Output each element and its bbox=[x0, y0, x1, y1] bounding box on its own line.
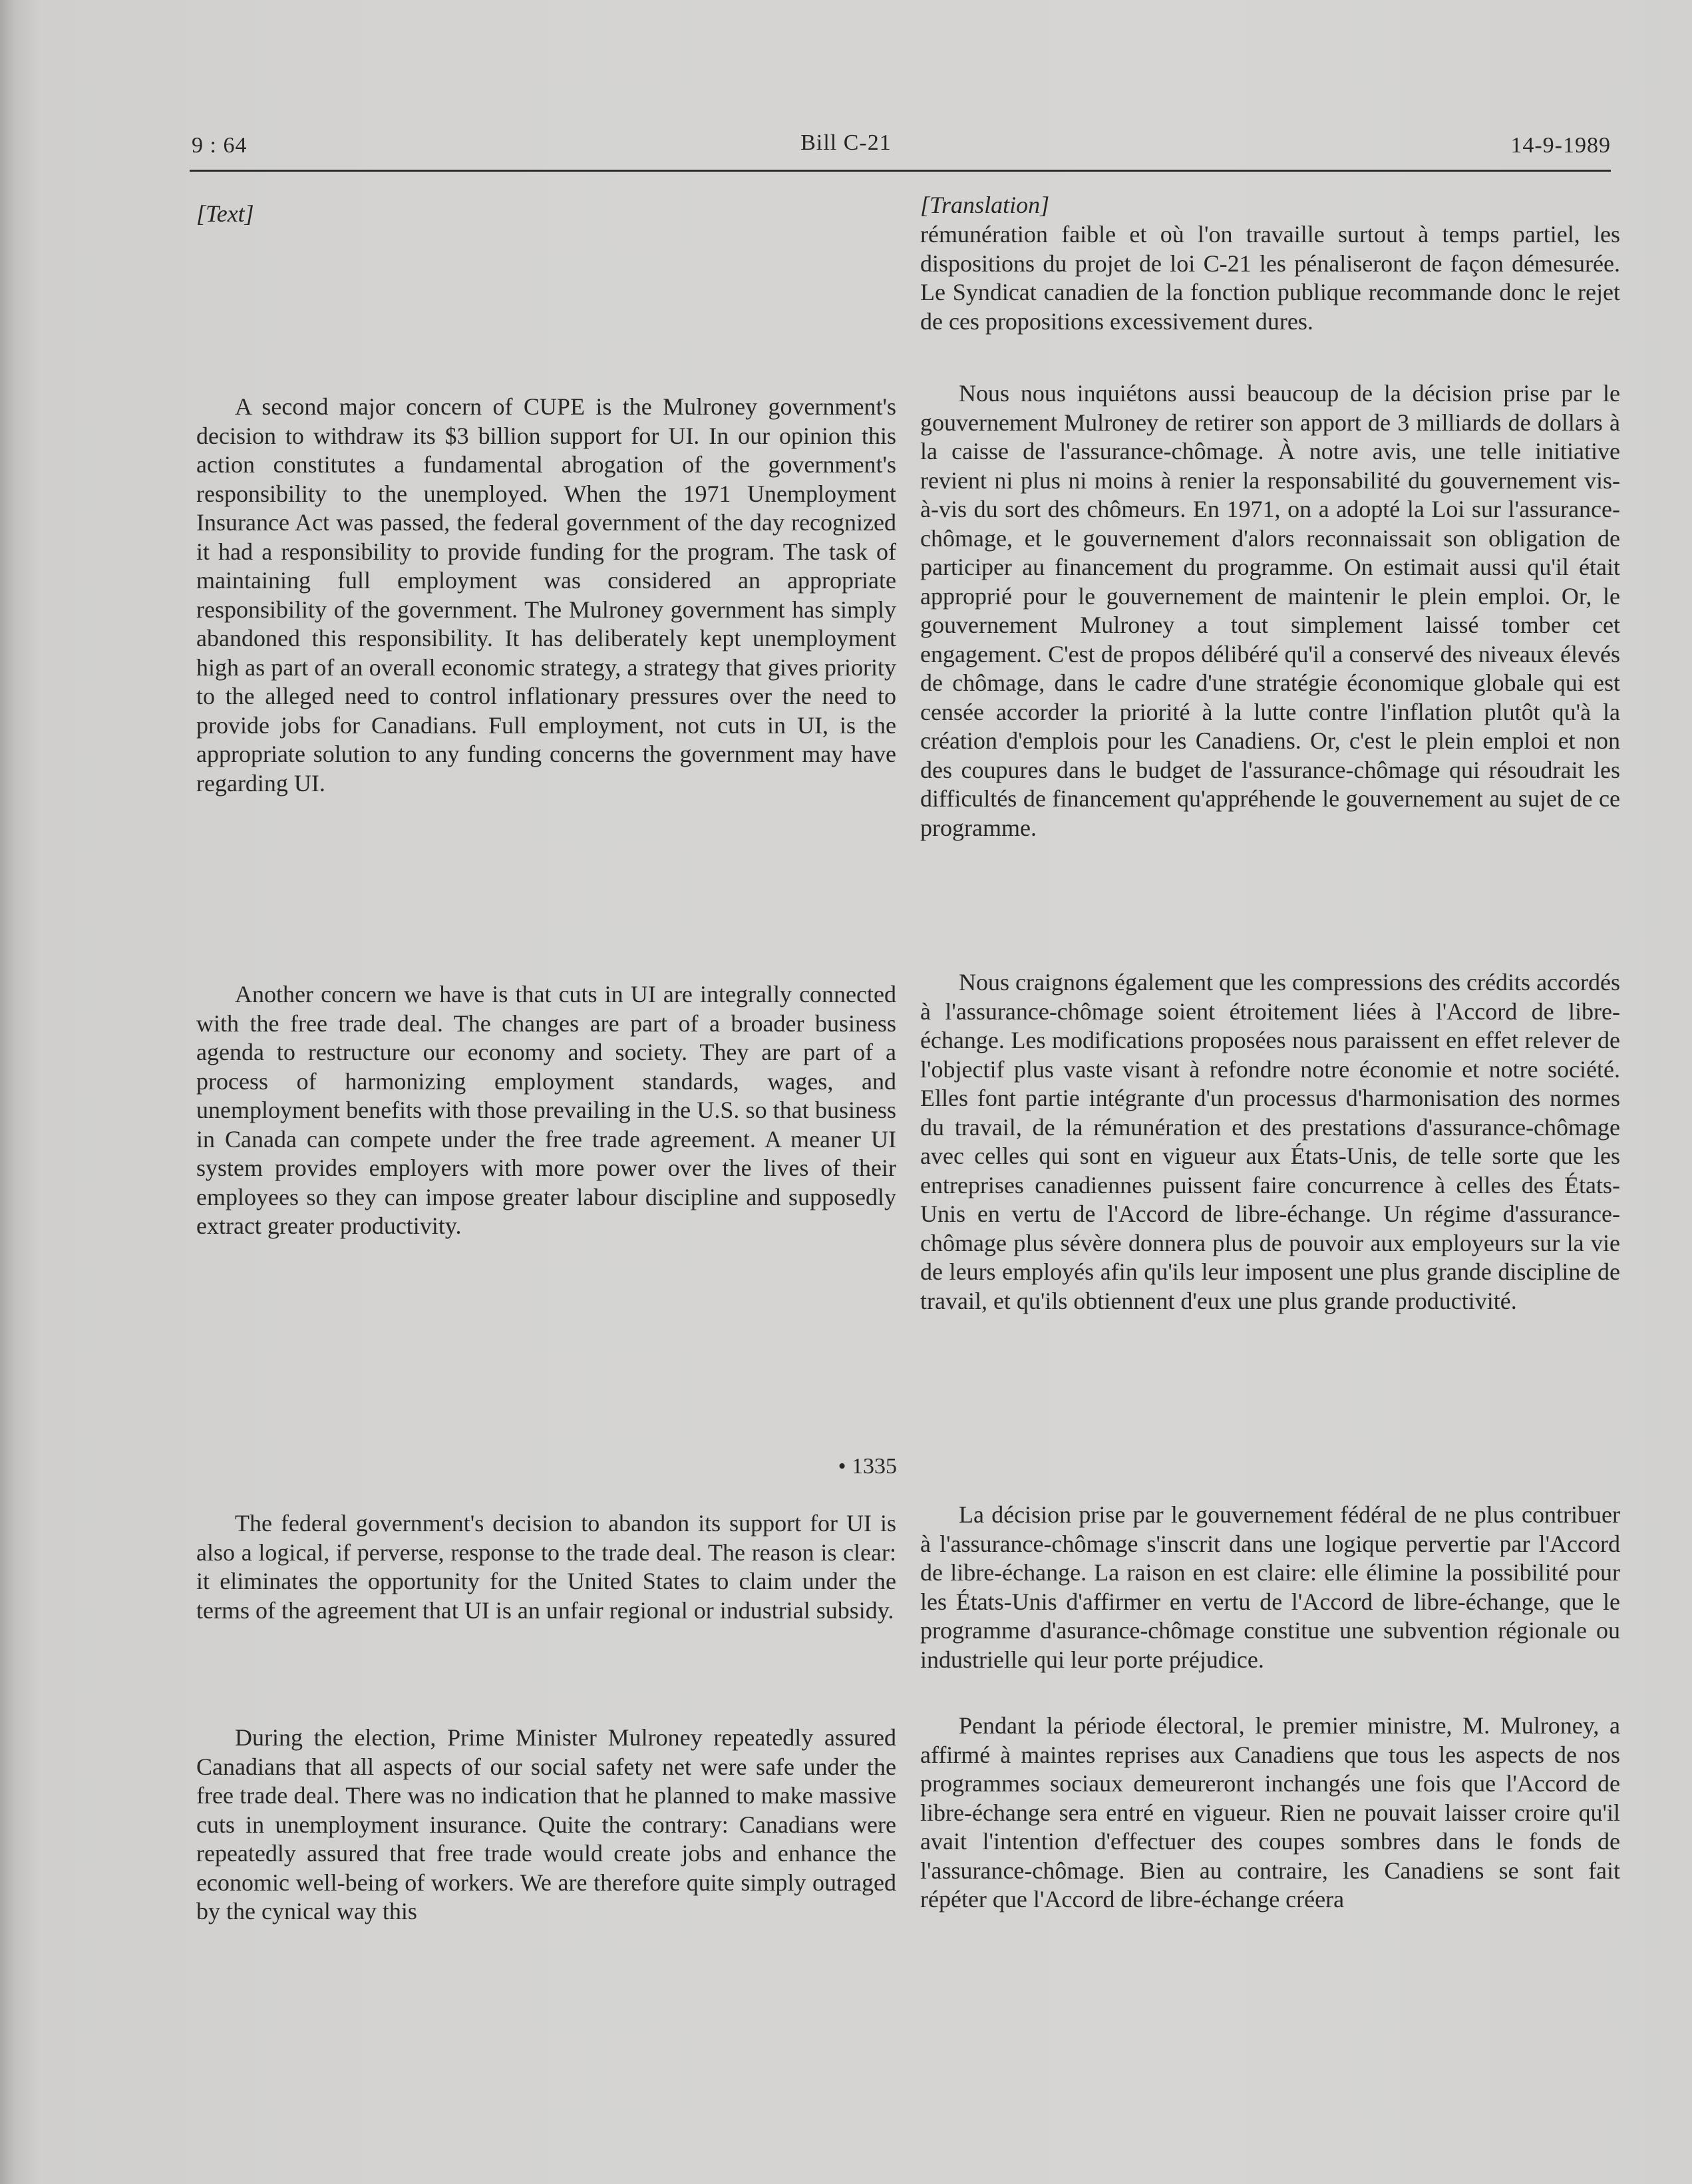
page-date: 14-9-1989 bbox=[1510, 133, 1611, 158]
time-stamp: • 1335 bbox=[838, 1454, 897, 1479]
fr-paragraph-3: Nous craignons également que les compressions des crédits accordés à l'assurance-chômage soient étroitement liées à l'Accord de libre-échange. Les modifications proposées nous paraissent en effet relever de l'objectif plus vaste visant à refondre notre économie et notre société. Elles font partie intégrante d'un processus d'harmonisation des normes du travail, de la rémunération et des prestations d'assurance-chômage avec celles qui sont en vigueur aux États-Unis, de telle sorte que les entreprises canadiennes puissent faire concurrence à celles des États-Unis en vertu de l'Accord de libre-échange. Un régime d'assurance-chômage plus sévère donnera plus de pouvoir aux employeurs sur la vie de leurs employés afin qu'ils leur imposent une plus grande discipline de travail, et qu'ils obtiennent d'eux une plus grande productivité. bbox=[920, 969, 1620, 1314]
en-paragraph-2: Another concern we have is that cuts in UI are integrally connected with the free trade deal. The changes are part of a broader business agenda to restructure our economy and society. They are part of a process of harmonizing employment standards, wages, and unemployment benefits with those prevailing in the U.S. so that business in Canada can compete under the free trade agreement. A meaner UI system provides employers with more power over the lives of their employees so they can impose greater labour discipline and supposedly extract greater productivity. bbox=[196, 981, 896, 1239]
bill-title: Bill C-21 bbox=[800, 130, 892, 155]
fr-paragraph-5: Pendant la période électoral, le premier ministre, M. Mulroney, a affirmé à maintes reprises aux Canadiens que tous les aspects de nos programmes sociaux demeureront inchangés une fois que l'Accord de libre-échange sera entré en vigueur. Rien ne pouvait laisser croire qu'il avait l'intention d'effectuer des coupes sombres dans le fonds de l'assurance-chômage. Bien au contraire, les Canadiens se sont fait répéter que l'Accord de libre-échange créera bbox=[920, 1712, 1620, 1912]
page-number: 9 : 64 bbox=[192, 133, 248, 158]
header-rule bbox=[190, 170, 1611, 172]
en-paragraph-3: The federal government's decision to abandon its support for UI is also a logical, if perverse, response to the trade deal. The reason is clear: it eliminates the opportunity for the United States to claim under the terms of the agreement that UI is an unfair regional or industrial subsidy. bbox=[196, 1510, 896, 1624]
translation-tag: [Translation] bbox=[920, 192, 1050, 218]
fr-paragraph-1: rémunération faible et où l'on travaille surtout à temps partiel, les dispositions du projet de loi C-21 les pénaliseront de façon démesurée. Le Syndicat canadien de la fonction publique recommande donc le rejet de ces propositions excessivement dures. bbox=[920, 221, 1620, 335]
en-paragraph-4: During the election, Prime Minister Mulroney repeatedly assured Canadians that all aspects of our social safety net were safe under the free trade deal. There was no indication that he planned to make massive cuts in unemployment insurance. Quite the contrary: Canadians were repeatedly assured that free trade would create jobs and enhance the economic well-being of workers. We are therefore quite simply outraged by the cynical way this bbox=[196, 1724, 896, 1924]
en-paragraph-1: A second major concern of CUPE is the Mulroney government's decision to withdraw its $3 billion support for UI. In our opinion this action constitutes a fundamental abrogation of the government's responsibility to the unemployed. When the 1971 Unemployment Insurance Act was passed, the federal government of the day recognized it had a responsibility to provide funding for the program. The task of maintaining full employment was considered an appropriate responsibility of the government. The Mulroney government has simply abandoned this responsibility. It has deliberately kept unemployment high as part of an overall economic strategy, a strategy that gives priority to the alleged need to control inflationary pressures over the need to provide jobs for Canadians. Full employment, not cuts in UI, is the appropriate solution to any funding concerns the government may have regarding UI. bbox=[196, 393, 896, 797]
text-tag: [Text] bbox=[196, 200, 254, 227]
fr-paragraph-4: La décision prise par le gouvernement fédéral de ne plus contribuer à l'assurance-chômage s'inscrit dans une logique pervertie par l'Accord de libre-échange. La raison en est claire: elle élimine la possibilité pour les États-Unis d'affirmer en vertu de l'Accord de libre-échange, que le programme d'asurance-chômage constitue une subvention régionale ou industrielle qui leur porte préjudice. bbox=[920, 1501, 1620, 1673]
fr-paragraph-2: Nous nous inquiétons aussi beaucoup de la décision prise par le gouvernement Mulroney de retirer son apport de 3 milliards de dollars à la caisse de l'assurance-chômage. À notre avis, une telle initiative revient ni plus ni moins à renier la responsabilité du gouvernement vis-à-vis du sort des chômeurs. En 1971, on a adopté la Loi sur l'assurance-chômage, et le gouvernement d'alors reconnaissait son obligation de participer au financement du programme. On estimait aussi qu'il était approprié pour le gouvernement de maintenir le plein emploi. Or, le gouvernement Mulroney a tout simplement laissé tomber cet engagement. C'est de propos délibéré qu'il a conservé des niveaux élevés de chômage, dans le cadre d'une stratégie économique globale qui est censée accorder la priorité à la lutte contre l'inflation plutôt qu'à la création d'emplois pour les Canadiens. Or, c'est le plein emploi et non des coupures dans le budget de l'assurance-chômage qui résoudrait les difficultés de financement qu'appréhende le gouvernement au sujet de ce programme. bbox=[920, 380, 1620, 841]
